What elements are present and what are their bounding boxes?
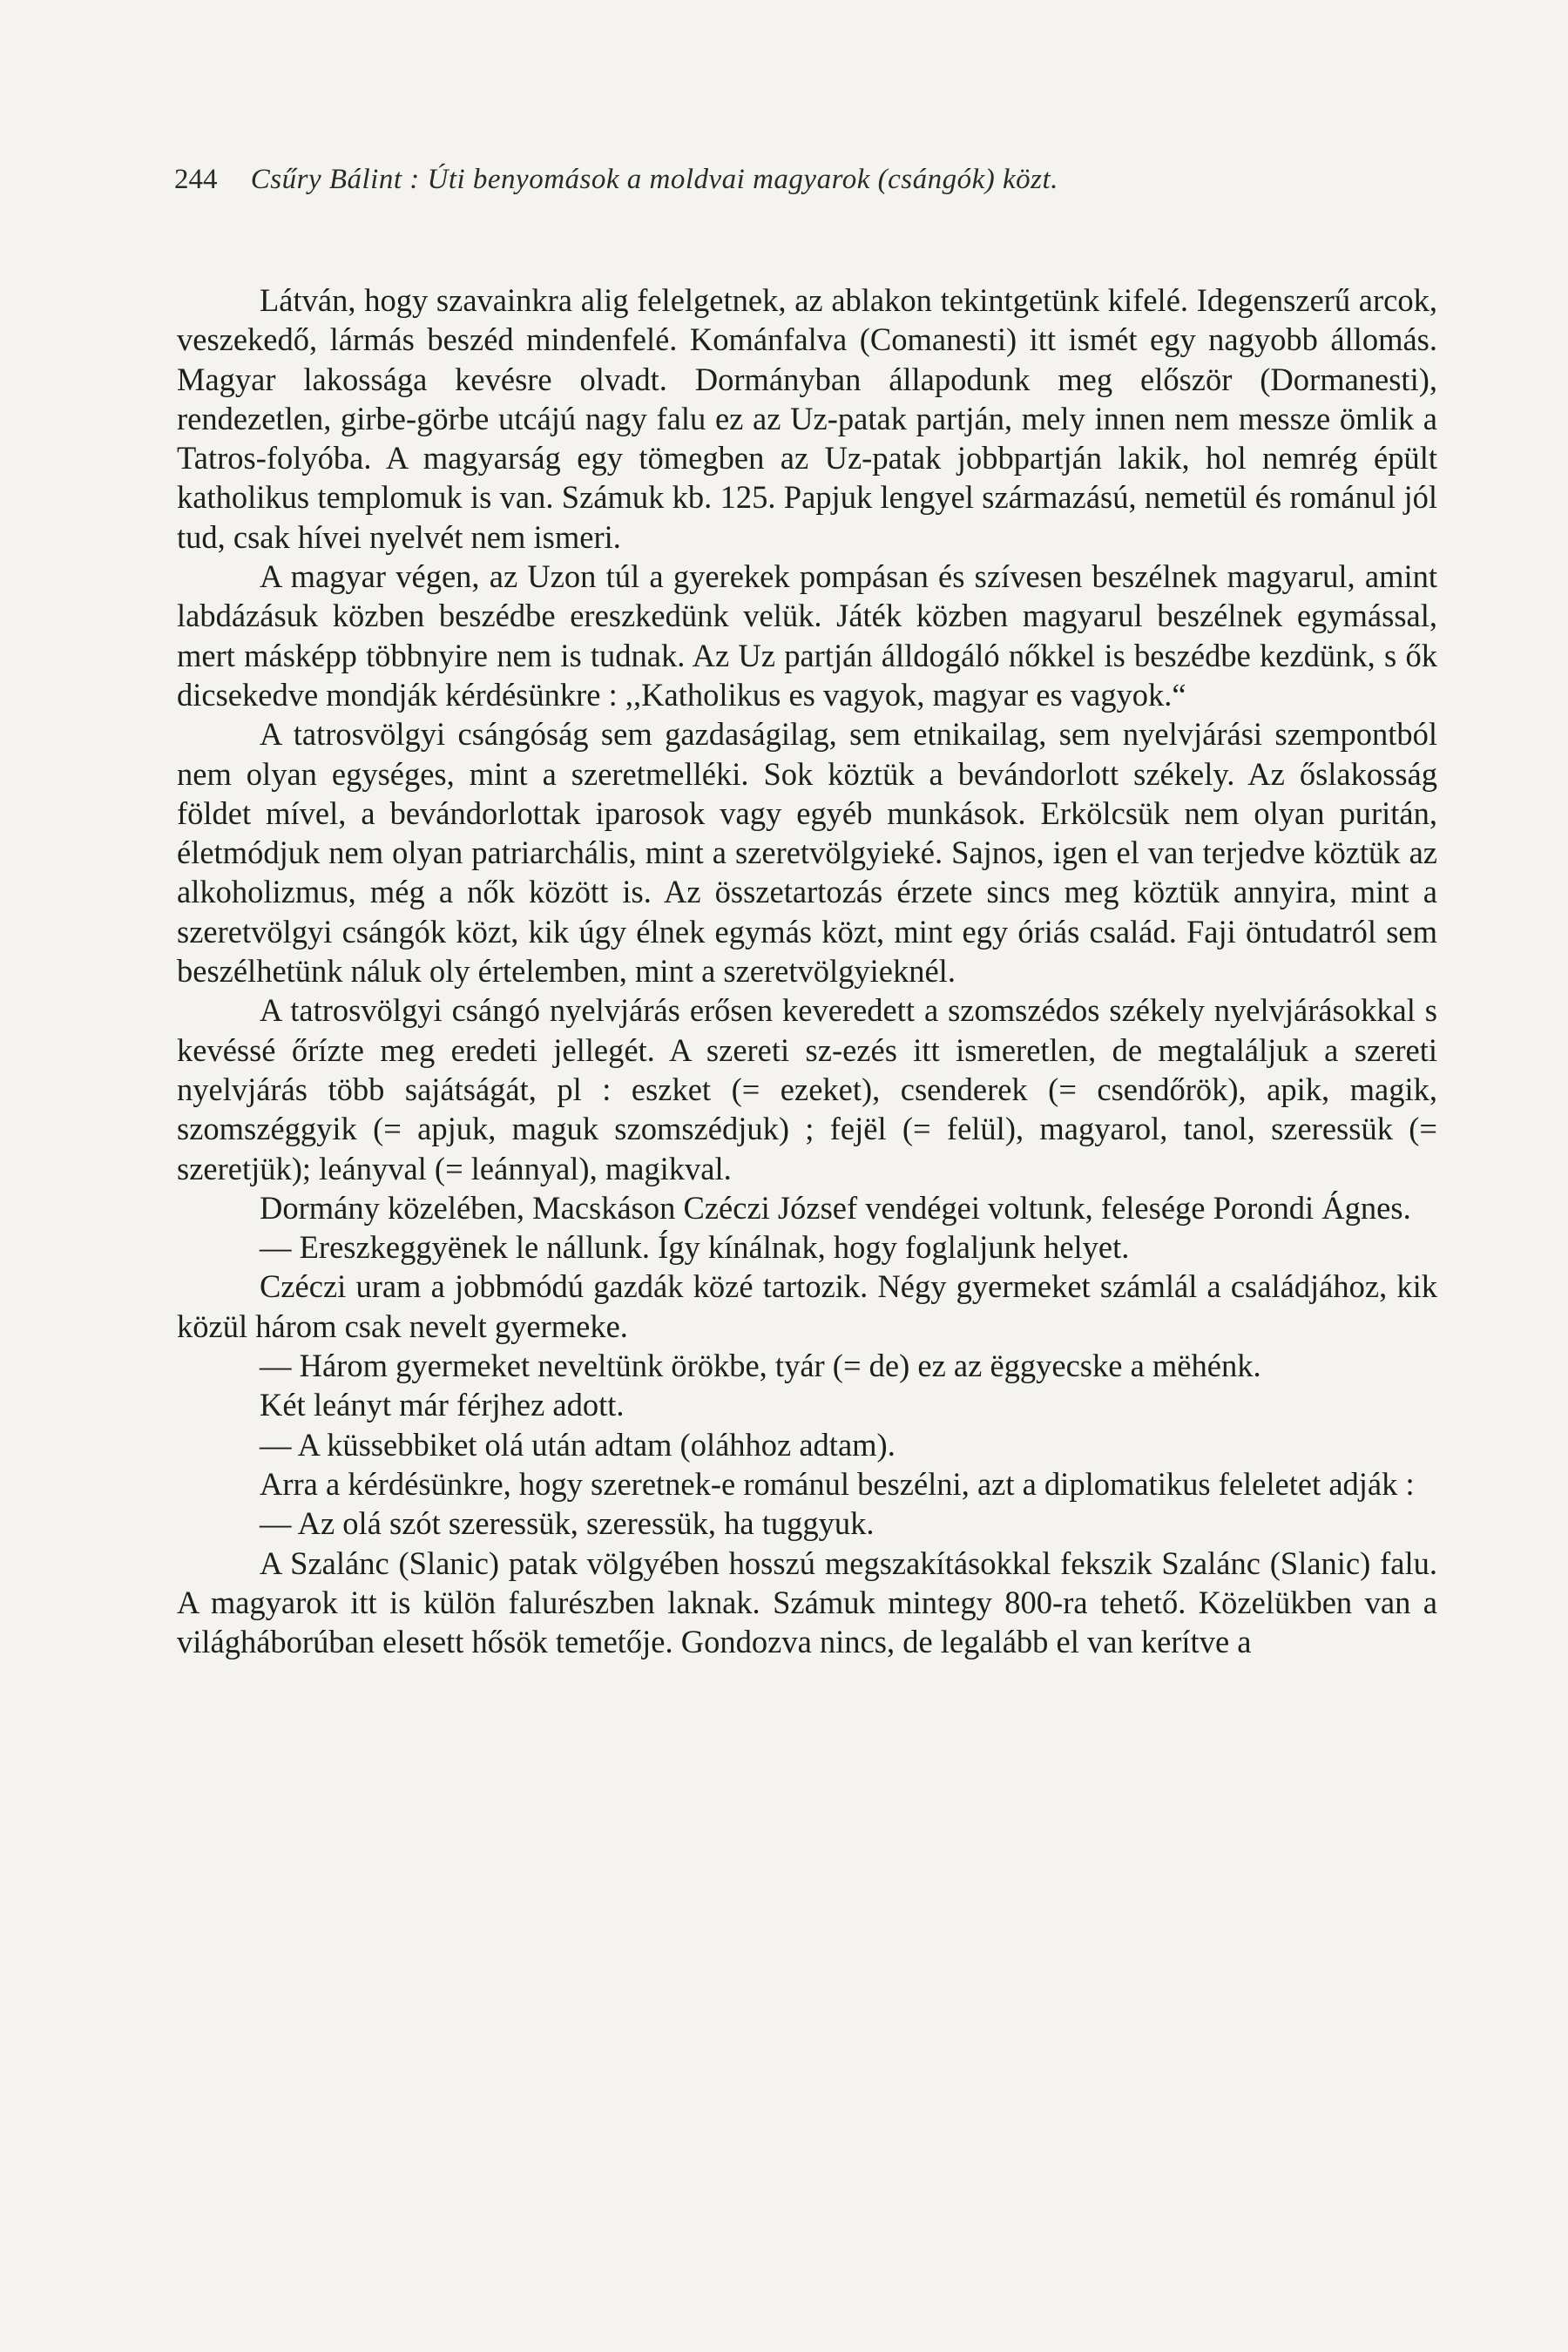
paragraph: A magyar végen, az Uzon túl a gyerekek pompásan és szívesen beszélnek magyarul, amint labdázásuk közben beszédbe ereszkedünk velük. Játék közben magyarul beszélnek egymással, mert másképp többnyire nem is tudnak. Az Uz partján álldogáló nőkkel is beszédbe kezdünk, s ők dicsekedve mondják kérdésünkre : ,,Katholikus es vagyok, magyar es vagyok.“	[177, 558, 1437, 713]
body-text	[177, 280, 1437, 1661]
paragraph: — Ereszkeggyënek le nállunk. Így kínálnak, hogy foglaljunk helyet.	[260, 1229, 1130, 1266]
page-number: 244	[174, 164, 218, 195]
running-title: Csűry Bálint : Úti benyomások a moldvai magyarok (csángók) közt.	[250, 164, 1058, 195]
paragraph: — Az olá szót szeressük, szeressük, ha tuggyuk.	[260, 1505, 875, 1542]
paragraph: — Három gyermeket neveltünk örökbe, tyár (= de) ez az ëggyecske a mëhénk.	[260, 1348, 1261, 1384]
paragraph: Arra a kérdésünkre, hogy szeretnek-e románul beszélni, azt a diplomatikus feleletet adják :	[260, 1465, 1415, 1502]
running-header	[174, 164, 1437, 196]
paragraph: A tatrosvölgyi csángó nyelvjárás erősen keveredett a szomszédos székely nyelvjárásokkal s kevéssé őrízte meg eredeti jellegét. A szereti sz-ezés itt ismeretlen, de megtaláljuk a szereti nyelvjárás több sajátságát, pl : eszket (= ezeket), csenderek (= csendőrök), apik, magik, szomszéggyik (= apjuk, maguk szomszédjuk) ; fejël (= felül), magyarol, tanol, szeressük (= szeretjük); leányval (= leánnyal), magikval.	[177, 992, 1437, 1186]
paragraph: — A küssebbiket olá után adtam (oláhhoz adtam).	[260, 1426, 896, 1463]
paragraph: Látván, hogy szavainkra alig felelgetnek, az ablakon tekintgetünk kifelé. Idegenszerű arcok, veszekedő, lármás beszéd mindenfelé. Kománfalva (Comanesti) itt ismét egy nagyobb állomás. Magyar lakossága kevésre olvadt. Dormányban állapodunk meg először (Dormanesti), rendezetlen, girbe-görbe utcájú nagy falu ez az Uz-patak partján, mely innen nem messze ömlik a Tatros-folyóba. A magyarság egy tömegben az Uz-patak jobbpartján lakik, hol nemrég épült katholikus templomuk is van. Számuk kb. 125. Papjuk lengyel származású, nemetül és románul jól tud, csak hívei nyelvét nem ismeri.	[177, 282, 1437, 555]
paragraph: A tatrosvölgyi csángóság sem gazdaságilag, sem etnikailag, sem nyelvjárási szempontból nem olyan egységes, mint a szeretmelléki. Sok köztük a bevándorlott székely. Az őslakosság földet mível, a bevándorlottak iparosok vagy egyéb munkások. Erkölcsük nem olyan puritán, életmódjuk nem olyan patriarchális, mint a szeretvölgyieké. Sajnos, igen el van terjedve köztük az alkoholizmus, még a nők között is. Az összetartozás érzete sincs meg köztük annyira, mint a szeretvölgyi csángók közt, kik úgy élnek egymás közt, mint egy óriás család. Faji öntudatról sem beszélhetünk náluk oly értelemben, mint a szeretvölgyieknél.	[177, 716, 1437, 990]
paragraph: Két leányt már férjhez adott.	[260, 1387, 625, 1423]
paragraph: A Szalánc (Slanic) patak völgyében hosszú megszakításokkal fekszik Szalánc (Slanic) falu. A magyarok itt is külön falurészben laknak. Számuk mintegy 800-ra tehető. Közelükben van a világháborúban elesett hősök temetője. Gondozva nincs, de legalább el van kerítve a	[177, 1544, 1437, 1660]
paragraph: Czéczi uram a jobbmódú gazdák közé tartozik. Négy gyermeket számlál a családjához, kik közül három csak nevelt gyermeke.	[177, 1268, 1437, 1344]
paragraph: Dormány közelében, Macskáson Czéczi József vendégei voltunk, felesége Porondi Ágnes.	[260, 1189, 1411, 1226]
